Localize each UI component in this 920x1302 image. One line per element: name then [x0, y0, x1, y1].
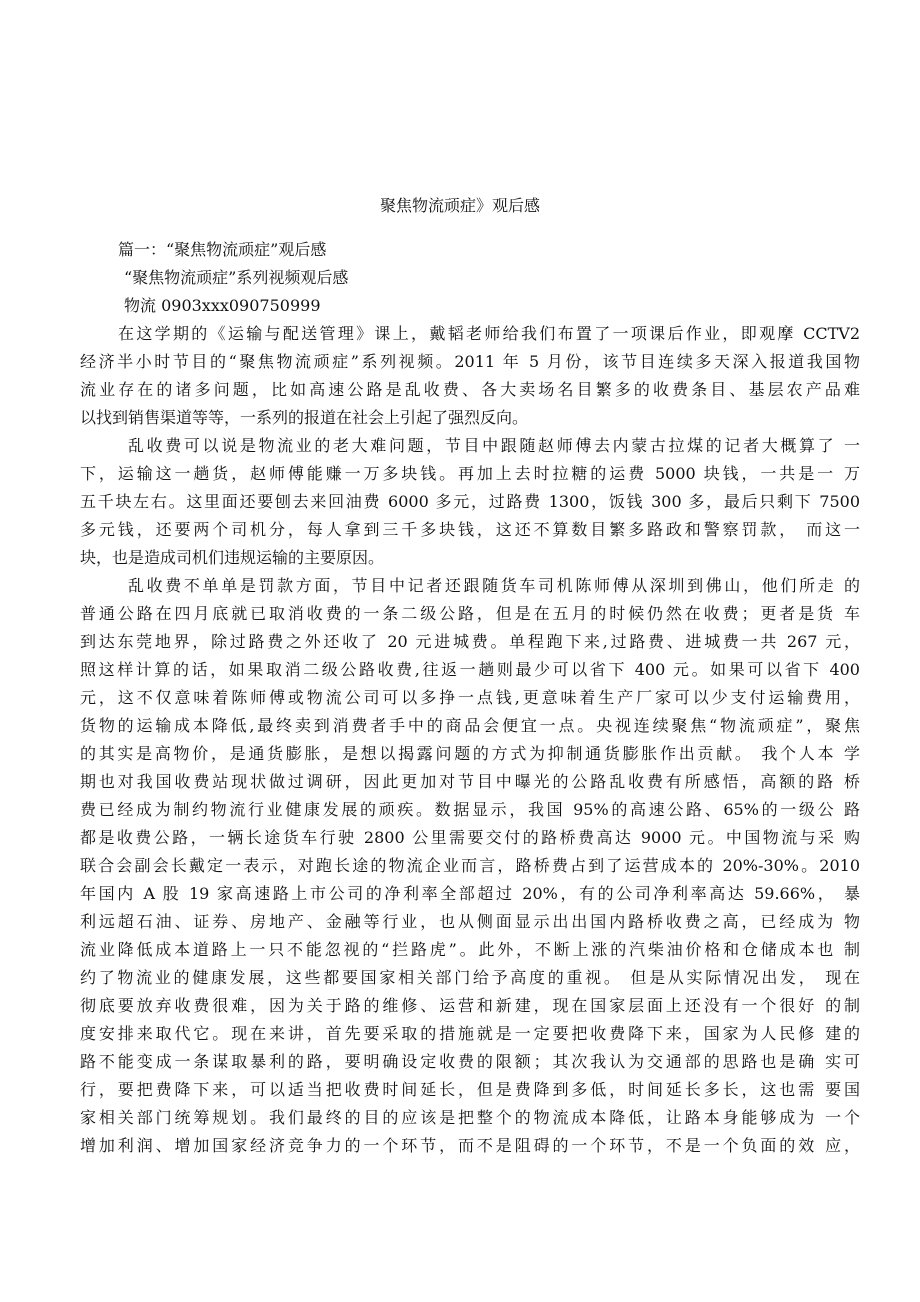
text-line: 费已经成为制约物流行业健康发展的顽疾。数据显示，我国 95%的高速公路、65%的一级公 路 — [80, 800, 860, 819]
text-line: 块，也是造成司机们违规运输的主要原因。 — [80, 548, 385, 567]
text-line: 彻底要放弃收费很难，因为关于路的维修、运营和新建，现在国家层面上还没有一个很好 的制 — [80, 996, 860, 1015]
text-line: “聚焦物流顽症”系列视频观后感 — [124, 268, 349, 287]
text-line: 普通公路在四月底就已取消收费的一条二级公路，但是在五月的时候仍然在收费；更者是货 车 — [80, 604, 860, 623]
text-line: 流业降低成本道路上一只不能忽视的“拦路虎”。此外，不断上涨的汽柴油价格和仓储成本也 制 — [80, 940, 860, 959]
text-line: 以找到销售渠道等等，一系列的报道在社会上引起了强烈反向。 — [80, 408, 529, 427]
text-line: 利远超石油、证券、房地产、金融等行业，也从侧面显示出出国内路桥收费之高，已经成为 物 — [80, 912, 860, 931]
text-line: 联合会副会长戴定一表示，对跑长途的物流企业而言，路桥费占到了运营成本的 20%-30%。2010 — [80, 856, 860, 875]
text-line: 乱收费不单单是罚款方面，节目中记者还跟随货车司机陈师傅从深圳到佛山，他们所走 的 — [128, 576, 860, 595]
text-line: 到达东莞地界，除过路费之外还收了 20 元进城费。单程跑下来,过路费、进城费一共 267 元， — [80, 632, 860, 651]
text-line: 下，运输这一趟货，赵师傅能赚一万多块钱。再加上去时拉糖的运费 5000 块钱，一共是一 万 — [80, 464, 860, 483]
text-line: 期也对我国收费站现状做过调研，因此更加对节目中曝光的公路乱收费有所感悟，高额的路 桥 — [80, 772, 860, 791]
text-line: 的其实是高物价，是通货膨胀，是想以揭露问题的方式为抑制通货膨胀作出贡献。 我个人本 学 — [80, 744, 860, 763]
text-line: 都是收费公路，一辆长途货车行驶 2800 公里需要交付的路桥费高达 9000 元。中国物流与采 购 — [80, 828, 860, 847]
text-line: 篇一：“聚焦物流顽症”观后感 — [118, 240, 327, 259]
text-line: 多元钱，还要两个司机分，每人拿到三千多块钱，这还不算数目繁多路政和警察罚款， 而这一 — [80, 520, 860, 539]
text-line: 在这学期的《运输与配送管理》课上，戴韬老师给我们布置了一项课后作业，即观摩 CCTV2 — [118, 324, 860, 343]
text-line: 流业存在的诸多问题，比如高速公路是乱收费、各大卖场名目繁多的收费条目、基层农产品难 — [80, 380, 860, 399]
document-title: 聚焦物流顽症》观后感 — [379, 196, 540, 215]
text-line: 增加利润、增加国家经济竞争力的一个环节，而不是阻碍的一个环节，不是一个负面的效 应， — [80, 1136, 860, 1155]
text-line: 照这样计算的话，如果取消二级公路收费,往返一趟则最少可以省下 400 元。如果可以省下 400 — [80, 660, 860, 679]
text-line: 家相关部门统筹规划。我们最终的目的应该是把整个的物流成本降低，让路本身能够成为 一个 — [80, 1108, 860, 1127]
text-line: 五千块左右。这里面还要刨去来回油费 6000 多元，过路费 1300，饭钱 300 多，最后只剩下 7500 — [80, 492, 860, 511]
text-line: 经济半小时节目的“聚焦物流顽症”系列视频。2011 年 5 月份，该节目连续多天深入报道我国物 — [80, 352, 860, 371]
text-line: 货物的运输成本降低,最终卖到消费者手中的商品会便宜一点。央视连续聚焦“物流顽症”，聚焦 — [80, 716, 860, 735]
text-line: 约了物流业的健康发展，这些都要国家相关部门给予高度的重视。 但是从实际情况出发， 现在 — [80, 968, 860, 987]
text-line: 元，这不仅意味着陈师傅或物流公司可以多挣一点钱,更意味着生产厂家可以少支付运输费用， — [80, 688, 860, 707]
text-line: 乱收费可以说是物流业的老大难问题，节目中跟随赵师傅去内蒙古拉煤的记者大概算了 一 — [128, 436, 860, 455]
text-line: 年国内 A 股 19 家高速路上市公司的净利率全部超过 20%，有的公司净利率高达 59.66%， 暴 — [80, 884, 860, 903]
text-line: 行，要把费降下来，可以适当把收费时间延长，但是费降到多低，时间延长多长，这也需 要国 — [80, 1080, 860, 1099]
text-line: 度安排来取代它。现在来讲，首先要采取的措施就是一定要把收费降下来，国家为人民修 建的 — [80, 1024, 860, 1043]
text-line: 物流 0903xxx090750999 — [124, 296, 321, 315]
text-line: 路不能变成一条谋取暴利的路，要明确设定收费的限额；其次我认为交通部的思路也是确 实可 — [80, 1052, 860, 1071]
